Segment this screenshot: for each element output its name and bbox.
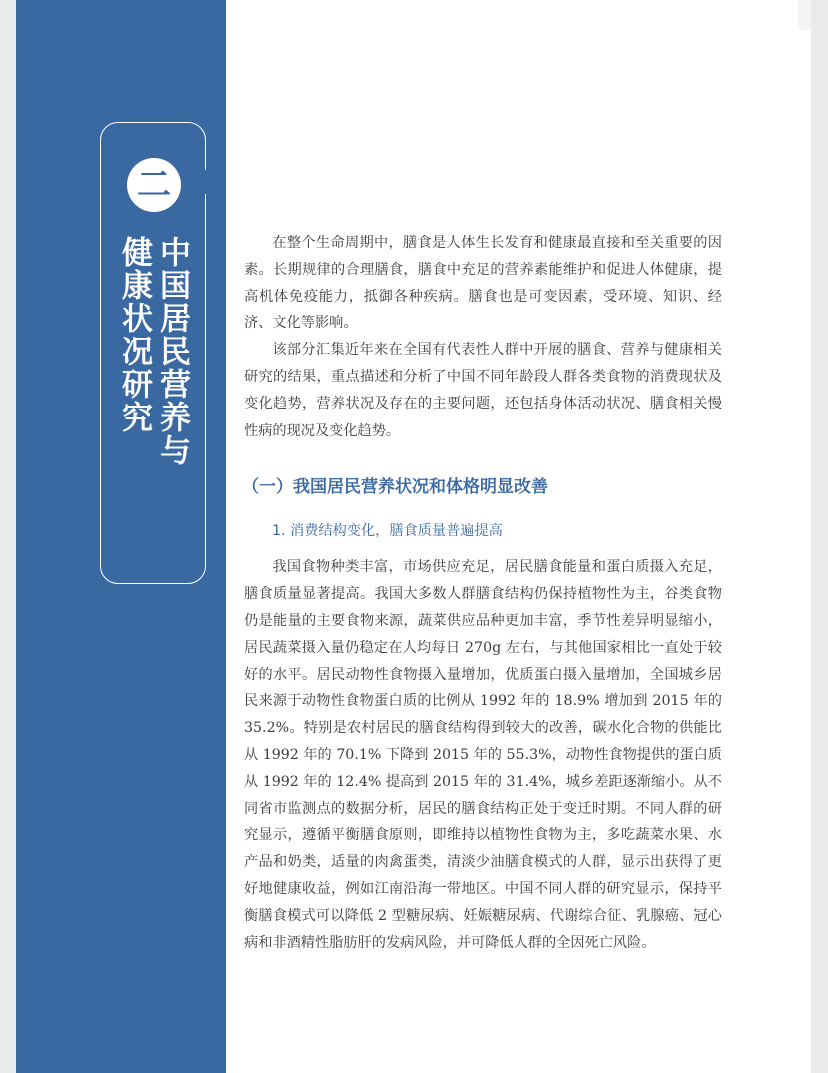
document-page	[16, 0, 811, 1073]
intro-paragraph-1: 在整个生命周期中，膳食是人体生长发育和健康最直接和至关重要的因素。长期规律的合理膳食，膳食中充足的营养素能维护和促进人体健康，提高机体免疫能力，抵御各种疾病。膳食也是可变因素，受环境、知识、经济、文化等影响。	[244, 235, 722, 332]
intro-paragraph-2: 该部分汇集近年来在全国有代表性人群中开展的膳食、营养与健康相关研究的结果，重点描述和分析了中国不同年龄段人群各类食物的消费现状及变化趋势，营养状况及存在的主要问题，还包括身体活动状况、膳食相关慢性病的现况及变化趋势。	[244, 342, 722, 439]
chapter-number: 二	[137, 165, 171, 205]
section-heading: （一）我国居民营养状况和体格明显改善	[242, 477, 548, 498]
subsection-heading: 1. 消费结构变化，膳食质量普遍提高	[272, 523, 503, 540]
chapter-number-badge	[127, 158, 181, 212]
chapter-sidebar	[16, 0, 226, 1073]
main-content	[244, 230, 722, 956]
chapter-frame-gap	[202, 170, 214, 194]
chapter-title-line2: 健康状况研究	[116, 236, 152, 434]
chapter-title-line1: 中国居民营养与	[154, 236, 190, 467]
page-corner	[798, 0, 811, 30]
body-paragraph: 我国食物种类丰富，市场供应充足，居民膳食能量和蛋白质摄入充足，膳食质量显著提高。我国大多数人群膳食结构仍保持植物性为主，谷类食物仍是能量的主要食物来源，蔬菜供应品种更加丰富，季节性差异明显缩小，居民蔬菜摄入量仍稳定在人均每日 270g 左右，与其他国家相比一直处于较好的水平。居民动物性食物摄入量增加，优质蛋白摄入量增加，全国城乡居民来源于动物性食物蛋白质的比例从 1992 年的 18.9% 增加到 2015 年的 35.2%。特别是农村居民的膳食结构得到较大的改善，碳水化合物的供能比从 1992 年的 70.1% 下降到 2015 年的 55.3%，动物性食物提供的蛋白质从 1992 年的 12.4% 提高到 2015 年的 31.4%，城乡差距逐渐缩小。从不同省市监测点的数据分析，居民的膳食结构正处于变迁时期。不同人群的研究显示，遵循平衡膳食原则，即维持以植物性食物为主，多吃蔬菜水果、水产品和奶类，适量的肉禽蛋类，清淡少油膳食模式的人群，显示出获得了更好地健康收益，例如江南沿海一带地区。中国不同人群的研究显示，保持平衡膳食模式可以降低 2 型糖尿病、妊娠糖尿病、代谢综合征、乳腺癌、冠心病和非酒精性脂肪肝的发病风险，并可降低人群的全因死亡风险。	[244, 559, 722, 951]
